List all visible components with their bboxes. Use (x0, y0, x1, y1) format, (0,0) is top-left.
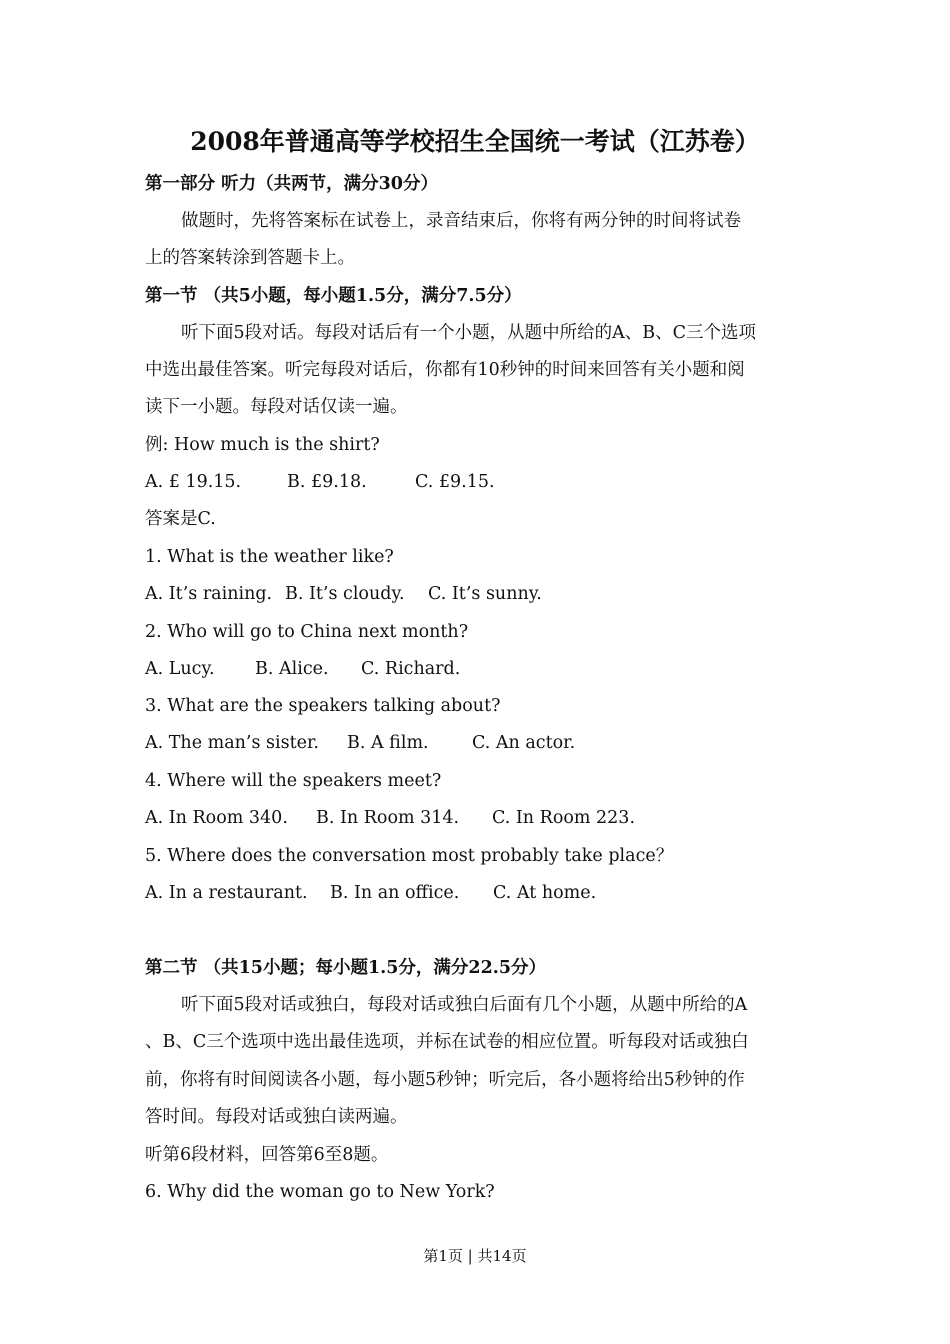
question-2: 2. Who will go to China next month? (145, 622, 469, 642)
example-option-b: B. £9.18. (287, 472, 367, 492)
material-6-instruction: 听第6段材料，回答第6至8题。 (145, 1145, 389, 1165)
section1-heading: 第一节 （共5小题，每小题1.5分，满分7.5分） (145, 286, 522, 306)
question-1-option-b: B. It’s cloudy. (285, 584, 405, 604)
example-option-a: A. £ 19.15. (145, 472, 242, 492)
section1-intro-line-3: 读下一小题。每段对话仅读一遍。 (145, 397, 408, 417)
question-6: 6. Why did the woman go to New York? (145, 1182, 495, 1202)
question-5-option-c: C. At home. (493, 883, 597, 903)
section2-intro-line-2: 、B、C三个选项中选出最佳选项，并标在试卷的相应位置。听每段对话或独白 (145, 1032, 749, 1052)
example-option-c: C. £9.15. (415, 472, 495, 492)
question-2-option-b: B. Alice. (255, 659, 329, 679)
part1-intro-line-1: 做题时，先将答案标在试卷上，录音结束后，你将有两分钟的时间将试卷 (181, 211, 741, 231)
section1-intro-line-2: 中选出最佳答案。听完每段对话后，你都有10秒钟的时间来回答有关小题和阅 (145, 360, 745, 380)
section2-heading: 第二节 （共15小题；每小题1.5分，满分22.5分） (145, 958, 547, 978)
section2-intro-line-1: 听下面5段对话或独白，每段对话或独白后面有几个小题，从题中所给的A (181, 995, 748, 1015)
question-5: 5. Where does the conversation most probably take place？ (145, 846, 674, 866)
question-4-option-a: A. In Room 340. (145, 808, 288, 828)
example-answer: 答案是C. (145, 509, 216, 529)
example-question: 例: How much is the shirt? (145, 435, 380, 455)
question-2-option-c: C. Richard. (361, 659, 461, 679)
question-4-option-b: B. In Room 314. (316, 808, 460, 828)
page-footer: 第1页 | 共14页 (423, 1247, 527, 1265)
question-5-option-b: B. In an office. (330, 883, 460, 903)
section2-intro-line-4: 答时间。每段对话或独白读两遍。 (145, 1107, 408, 1127)
question-4: 4. Where will the speakers meet? (145, 771, 442, 791)
question-3-option-b: B. A film. (347, 733, 429, 753)
section1-intro-line-1: 听下面5段对话。每段对话后有一个小题，从题中所给的A、B、C三个选项 (181, 323, 757, 343)
question-2-option-a: A. Lucy. (145, 659, 215, 679)
part1-heading: 第一部分 听力（共两节，满分30分） (145, 174, 438, 194)
question-3: 3. What are the speakers talking about? (145, 696, 501, 716)
question-4-option-c: C. In Room 223. (492, 808, 636, 828)
question-5-option-a: A. In a restaurant. (145, 883, 308, 903)
question-3-option-a: A. The man’s sister. (145, 733, 319, 753)
question-3-option-c: C. An actor. (472, 733, 576, 753)
part1-intro-line-2: 上的答案转涂到答题卡上。 (145, 248, 355, 268)
question-1-option-c: C. It’s sunny. (428, 584, 542, 604)
question-1: 1. What is the weather like? (145, 547, 394, 567)
page-title: 2008年普通高等学校招生全国统一考试（江苏卷） (190, 127, 760, 156)
section2-intro-line-3: 前，你将有时间阅读各小题，每小题5秒钟；听完后，各小题将给出5秒钟的作 (145, 1070, 745, 1090)
question-1-option-a: A. It’s raining. (145, 584, 273, 604)
